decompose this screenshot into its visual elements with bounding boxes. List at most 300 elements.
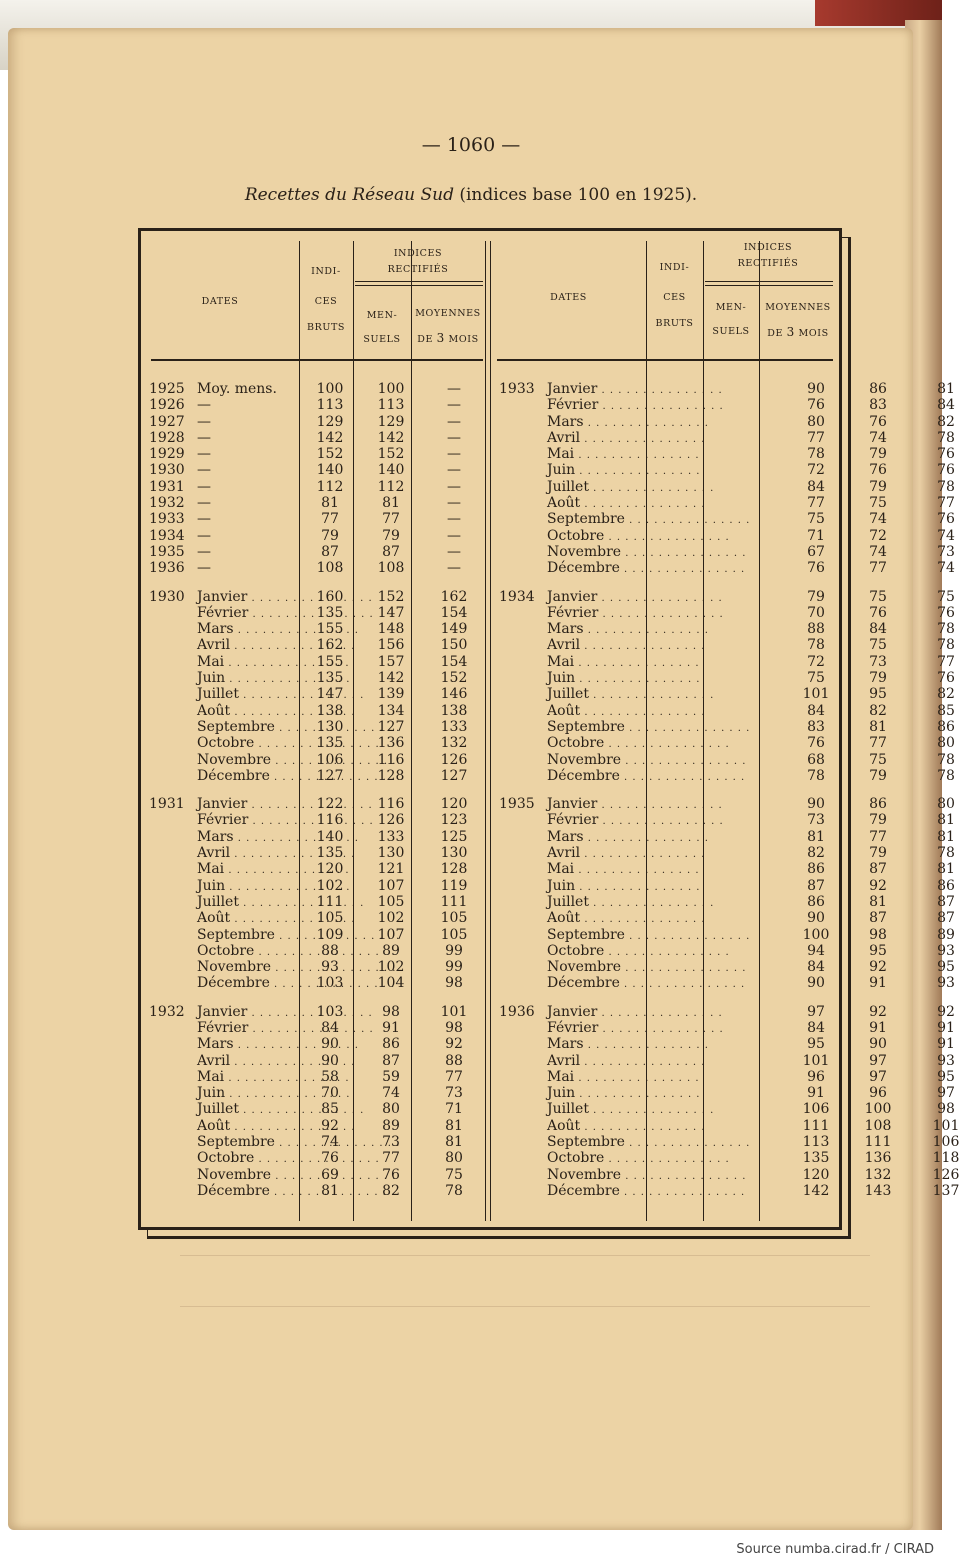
cell-indices-bruts: 109 xyxy=(316,926,344,943)
cell-indices-bruts: 97 xyxy=(807,1003,825,1020)
table-row xyxy=(491,1150,960,1167)
cell-indices-bruts: 111 xyxy=(316,893,344,910)
header-moyennes-mois: MOIS xyxy=(448,334,479,345)
cell-moyennes: 76 xyxy=(937,446,955,463)
table-row xyxy=(491,1068,955,1085)
cell-indices-bruts: 111 xyxy=(802,1117,830,1134)
header-rule xyxy=(705,281,833,286)
cell-indices-bruts: 77 xyxy=(321,511,339,528)
row-year: 1932 xyxy=(149,495,185,512)
cell-moyennes: 81 xyxy=(937,861,955,878)
row-month: Septembre . . . xyxy=(547,719,649,737)
cell-moyennes: 75 xyxy=(937,588,955,605)
cell-indices-bruts: 93 xyxy=(321,959,339,976)
cell-mensuels: 75 xyxy=(869,751,887,768)
table-row xyxy=(491,1101,955,1118)
row-year: 1928 xyxy=(149,429,185,446)
table-row xyxy=(491,910,955,927)
row-year: 1930 xyxy=(149,462,185,479)
cell-mensuels: 105 xyxy=(377,893,405,910)
cell-indices-bruts: 135 xyxy=(802,1150,830,1167)
table-row xyxy=(491,1036,955,1053)
caption-subtitle: (indices base 100 en 1925). xyxy=(459,185,698,205)
row-month: Juin . . . xyxy=(547,670,649,688)
cell-indices-bruts: 86 xyxy=(807,861,825,878)
table-row xyxy=(141,479,487,495)
year-group xyxy=(141,589,487,785)
cell-indices-bruts: 74 xyxy=(321,1134,339,1151)
cell-mensuels: 130 xyxy=(377,845,405,862)
row-month: Juillet . . . xyxy=(197,894,299,912)
cell-moyennes: 82 xyxy=(937,413,955,430)
cell-indices-bruts: 100 xyxy=(802,926,830,943)
header-dates: DATES xyxy=(550,292,587,303)
cell-moyennes: 130 xyxy=(440,845,468,862)
cell-mensuels: 92 xyxy=(869,877,887,894)
cell-mensuels: 100 xyxy=(864,1101,892,1118)
table-row xyxy=(491,812,955,829)
table-row xyxy=(141,1053,487,1069)
table-row xyxy=(141,910,487,926)
table-row xyxy=(491,845,955,862)
cell-indices-bruts: 72 xyxy=(807,653,825,670)
row-month: Décembre . . . xyxy=(197,1183,299,1201)
cell-moyennes: 133 xyxy=(440,718,468,735)
row-month: Mai . . . xyxy=(547,446,649,464)
cell-indices-bruts: 81 xyxy=(321,1182,339,1199)
table-row xyxy=(491,495,955,512)
cell-moyennes: 126 xyxy=(932,1166,960,1183)
row-month: Octobre . . . xyxy=(197,943,299,961)
table-row xyxy=(491,637,955,654)
row-month: Avril . . . xyxy=(197,637,299,655)
table-row xyxy=(141,670,487,686)
cell-moyennes: — xyxy=(447,462,461,479)
header-mensuels-2: SUELS xyxy=(363,334,401,345)
cell-moyennes: 81 xyxy=(445,1117,463,1134)
row-month: Février . . . xyxy=(547,812,649,830)
table-row xyxy=(141,621,487,637)
cell-mensuels: 142 xyxy=(377,670,405,687)
table-row xyxy=(491,670,955,687)
cell-mensuels: 104 xyxy=(377,975,405,992)
cell-moyennes: 154 xyxy=(440,653,468,670)
row-month: Décembre . . . xyxy=(547,560,649,578)
cell-mensuels: 76 xyxy=(869,604,887,621)
row-month: Juin . . . xyxy=(197,878,299,896)
cell-mensuels: 87 xyxy=(869,910,887,927)
cell-moyennes: 99 xyxy=(445,942,463,959)
row-month: Décembre . . . xyxy=(547,1183,649,1201)
cell-mensuels: 108 xyxy=(864,1117,892,1134)
header-rectifies-1: INDICES xyxy=(393,248,443,259)
row-month: Janvier . . . xyxy=(547,381,649,399)
right-groups xyxy=(491,381,960,1199)
row-month: — xyxy=(197,560,211,577)
row-month: Juin . . . xyxy=(547,878,649,896)
cell-mensuels: 96 xyxy=(869,1085,887,1102)
row-month: Août . . . xyxy=(547,703,649,721)
table-row xyxy=(141,1118,487,1134)
cell-moyennes: 137 xyxy=(932,1182,960,1199)
cell-indices-bruts: 68 xyxy=(807,751,825,768)
table-row xyxy=(141,430,487,446)
row-month: Mai . . . xyxy=(197,861,299,879)
cell-indices-bruts: 130 xyxy=(316,718,344,735)
table-row xyxy=(491,527,955,544)
table-row xyxy=(141,796,487,812)
row-month: Août . . . xyxy=(547,495,649,513)
table-row xyxy=(491,446,955,463)
table-row xyxy=(141,845,487,861)
cell-mensuels: 111 xyxy=(864,1134,892,1151)
row-month: — xyxy=(197,511,211,528)
row-month: Juin . . . xyxy=(197,670,299,688)
cell-moyennes: — xyxy=(447,495,461,512)
table-row xyxy=(491,621,955,638)
cell-indices-bruts: 90 xyxy=(807,381,825,397)
cell-mensuels: 79 xyxy=(869,812,887,829)
row-month: Août . . . xyxy=(197,703,299,721)
cell-moyennes: 85 xyxy=(937,702,955,719)
row-month: Janvier . . . xyxy=(197,796,299,814)
cell-moyennes: 80 xyxy=(937,735,955,752)
cell-indices-bruts: 101 xyxy=(802,686,830,703)
row-month: Juillet . . . xyxy=(197,686,299,704)
cell-indices-bruts: 103 xyxy=(316,975,344,992)
row-month: Octobre . . . xyxy=(547,528,649,546)
row-year: 1936 xyxy=(499,1003,535,1020)
row-month: Juillet . . . xyxy=(197,1101,299,1119)
cell-moyennes: — xyxy=(447,397,461,414)
cell-mensuels: 116 xyxy=(377,751,405,768)
table-row xyxy=(141,975,487,991)
cell-mensuels: 79 xyxy=(869,478,887,495)
cell-indices-bruts: 84 xyxy=(807,959,825,976)
year-group xyxy=(141,1004,487,1200)
table-row xyxy=(141,544,487,560)
cell-mensuels: 73 xyxy=(869,653,887,670)
year-group xyxy=(491,1003,960,1200)
table-row xyxy=(491,796,955,813)
row-month: Mars . . . xyxy=(547,414,649,432)
cell-mensuels: 74 xyxy=(382,1085,400,1102)
cell-indices-bruts: 90 xyxy=(807,796,825,813)
cell-mensuels: 87 xyxy=(869,861,887,878)
table-row xyxy=(141,397,487,413)
row-month: Septembre . . . xyxy=(197,927,299,945)
cell-indices-bruts: 67 xyxy=(807,543,825,560)
cell-indices-bruts: 113 xyxy=(316,397,344,414)
header-bruts-2: CES xyxy=(314,296,338,307)
cell-moyennes: 81 xyxy=(937,828,955,845)
table-row xyxy=(491,462,955,479)
cell-moyennes: — xyxy=(447,381,461,397)
row-month: Mars . . . xyxy=(547,829,649,847)
cell-mensuels: 129 xyxy=(377,413,405,430)
row-month: Décembre . . . xyxy=(197,768,299,786)
table-row xyxy=(141,1020,487,1036)
cell-moyennes: 77 xyxy=(445,1068,463,1085)
cell-moyennes: 76 xyxy=(937,670,955,687)
table-row xyxy=(141,528,487,544)
cell-indices-bruts: 90 xyxy=(321,1036,339,1053)
row-month: — xyxy=(197,478,211,495)
source-credit: Source numba.cirad.fr / CIRAD xyxy=(736,1542,934,1557)
table-row xyxy=(491,1019,955,1036)
cell-mensuels: 76 xyxy=(869,462,887,479)
cell-moyennes: 95 xyxy=(937,959,955,976)
cell-moyennes: 128 xyxy=(440,861,468,878)
row-month: Août . . . xyxy=(547,910,649,928)
cell-moyennes: 111 xyxy=(440,893,468,910)
row-month: Août . . . xyxy=(547,1118,649,1136)
cell-indices-bruts: 88 xyxy=(807,621,825,638)
cell-mensuels: 79 xyxy=(382,527,400,544)
table-row xyxy=(491,828,955,845)
table-row xyxy=(141,1150,487,1166)
table-row xyxy=(491,653,955,670)
cell-mensuels: 74 xyxy=(869,429,887,446)
cell-indices-bruts: 77 xyxy=(807,495,825,512)
cell-indices-bruts: 140 xyxy=(316,828,344,845)
row-year: 1934 xyxy=(499,588,535,605)
cell-mensuels: 86 xyxy=(869,381,887,397)
row-year: 1926 xyxy=(149,397,185,414)
cell-indices-bruts: 85 xyxy=(321,1101,339,1118)
table-row xyxy=(141,560,487,576)
cell-indices-bruts: 108 xyxy=(316,560,344,577)
table-row xyxy=(141,1134,487,1150)
table-row xyxy=(491,429,955,446)
cell-indices-bruts: 79 xyxy=(807,588,825,605)
row-month: Mai . . . xyxy=(197,1069,299,1087)
table-row xyxy=(141,414,487,430)
cell-moyennes: 76 xyxy=(937,462,955,479)
row-month: Novembre . . . xyxy=(547,544,649,562)
table-row xyxy=(491,751,955,768)
table-row xyxy=(141,861,487,877)
cell-moyennes: 88 xyxy=(445,1052,463,1069)
cell-mensuels: 134 xyxy=(377,702,405,719)
cell-indices-bruts: 135 xyxy=(316,845,344,862)
header-bruts-1: INDI- xyxy=(659,262,690,273)
row-month: Avril . . . xyxy=(547,430,649,448)
cell-mensuels: 95 xyxy=(869,942,887,959)
table-row xyxy=(491,861,955,878)
row-month: Février . . . xyxy=(547,605,649,623)
left-groups xyxy=(141,381,487,1199)
cell-moyennes: 81 xyxy=(445,1134,463,1151)
cell-moyennes: 127 xyxy=(440,767,468,784)
table-row xyxy=(491,942,955,959)
table-row xyxy=(141,878,487,894)
row-month: Novembre . . . xyxy=(547,752,649,770)
header-dates: DATES xyxy=(201,296,239,307)
row-month: Décembre . . . xyxy=(547,768,649,786)
row-month: Février . . . xyxy=(547,397,649,415)
row-year: 1925 xyxy=(149,381,185,397)
cell-moyennes: 123 xyxy=(440,812,468,829)
cell-moyennes: 77 xyxy=(937,653,955,670)
row-month: Août . . . xyxy=(197,910,299,928)
row-month: Octobre . . . xyxy=(547,943,649,961)
cell-indices-bruts: 155 xyxy=(316,621,344,638)
row-month: Septembre . . . xyxy=(547,1134,649,1152)
cell-mensuels: 132 xyxy=(864,1166,892,1183)
cell-moyennes: 98 xyxy=(445,975,463,992)
row-month: Novembre . . . xyxy=(197,1167,299,1185)
row-month: — xyxy=(197,446,211,463)
cell-mensuels: 107 xyxy=(377,877,405,894)
header-mensuels-1: MEN- xyxy=(366,310,398,321)
cell-moyennes: 92 xyxy=(445,1036,463,1053)
cell-moyennes: 82 xyxy=(937,686,955,703)
table-row xyxy=(491,1085,955,1102)
table-row xyxy=(491,543,955,560)
cell-moyennes: 105 xyxy=(440,910,468,927)
faint-bleed-through xyxy=(180,1255,870,1307)
row-year: 1930 xyxy=(149,588,185,605)
row-month: Mai . . . xyxy=(547,1069,649,1087)
cell-moyennes: 80 xyxy=(445,1150,463,1167)
cell-mensuels: 91 xyxy=(869,975,887,992)
cell-moyennes: — xyxy=(447,429,461,446)
cell-moyennes: 93 xyxy=(937,942,955,959)
cell-moyennes: 105 xyxy=(440,926,468,943)
cell-mensuels: 143 xyxy=(864,1182,892,1199)
row-year: 1933 xyxy=(149,511,185,528)
row-year: 1932 xyxy=(149,1003,185,1020)
row-year: 1931 xyxy=(149,796,185,813)
cell-indices-bruts: 142 xyxy=(802,1182,830,1199)
cell-moyennes: 98 xyxy=(937,1101,955,1118)
cell-moyennes: 78 xyxy=(937,621,955,638)
table-row xyxy=(491,926,955,943)
row-month: Juin . . . xyxy=(197,1085,299,1103)
cell-moyennes: 78 xyxy=(445,1182,463,1199)
cell-mensuels: 87 xyxy=(382,1052,400,1069)
row-month: Novembre . . . xyxy=(197,959,299,977)
row-month: Mars . . . xyxy=(547,621,649,639)
table-row xyxy=(141,1036,487,1052)
cell-mensuels: 79 xyxy=(869,767,887,784)
cell-indices-bruts: 78 xyxy=(807,767,825,784)
cell-mensuels: 79 xyxy=(869,845,887,862)
cell-mensuels: 89 xyxy=(382,942,400,959)
header-moyennes-3: 3 xyxy=(786,325,795,339)
cell-indices-bruts: 113 xyxy=(802,1134,830,1151)
cell-indices-bruts: 82 xyxy=(807,845,825,862)
cell-moyennes: 101 xyxy=(440,1003,468,1020)
table-row xyxy=(141,686,487,702)
cell-mensuels: 83 xyxy=(869,397,887,414)
cell-moyennes: 162 xyxy=(440,588,468,605)
cell-indices-bruts: 120 xyxy=(316,861,344,878)
page-number: — 1060 — xyxy=(421,134,521,156)
header-moyennes-2 xyxy=(759,319,837,347)
row-month: Février . . . xyxy=(547,1020,649,1038)
cell-indices-bruts: 75 xyxy=(807,670,825,687)
cell-moyennes: 98 xyxy=(445,1019,463,1036)
row-month: — xyxy=(197,397,211,414)
table-row xyxy=(491,718,955,735)
cell-mensuels: 79 xyxy=(869,670,887,687)
year-group xyxy=(141,381,487,577)
cell-moyennes: 95 xyxy=(937,1068,955,1085)
table-row xyxy=(141,768,487,784)
cell-indices-bruts: 103 xyxy=(316,1003,344,1020)
header-rectifies-2: RECTIFIÉS xyxy=(387,264,449,275)
cell-indices-bruts: 76 xyxy=(807,397,825,414)
row-month: Octobre . . . xyxy=(547,735,649,753)
cell-moyennes: 74 xyxy=(937,527,955,544)
cell-moyennes: 132 xyxy=(440,735,468,752)
cell-mensuels: 87 xyxy=(382,543,400,560)
cell-mensuels: 107 xyxy=(377,926,405,943)
cell-moyennes: 78 xyxy=(937,845,955,862)
header-bruts-1: INDI- xyxy=(311,266,341,277)
row-month: — xyxy=(197,527,211,544)
table-row xyxy=(491,478,955,495)
cell-moyennes: 78 xyxy=(937,429,955,446)
cell-indices-bruts: 96 xyxy=(807,1068,825,1085)
table-row xyxy=(141,812,487,828)
cell-indices-bruts: 142 xyxy=(316,429,344,446)
row-year: 1936 xyxy=(149,560,185,577)
cell-moyennes: 86 xyxy=(937,718,955,735)
cell-mensuels: 77 xyxy=(382,1150,400,1167)
cell-moyennes: 81 xyxy=(937,812,955,829)
cell-indices-bruts: 84 xyxy=(807,1019,825,1036)
table-row xyxy=(141,703,487,719)
cell-mensuels: 152 xyxy=(377,588,405,605)
header-mensuels-1: MEN- xyxy=(715,302,747,313)
cell-indices-bruts: 138 xyxy=(316,702,344,719)
cell-moyennes: — xyxy=(447,560,461,577)
row-month: Mars . . . xyxy=(197,621,299,639)
cell-moyennes: 89 xyxy=(937,926,955,943)
cell-moyennes: — xyxy=(447,527,461,544)
cell-moyennes: 78 xyxy=(937,637,955,654)
row-month: — xyxy=(197,462,211,479)
cell-mensuels: 75 xyxy=(869,588,887,605)
cell-mensuels: 139 xyxy=(377,686,405,703)
cell-mensuels: 102 xyxy=(377,959,405,976)
row-month: Octobre . . . xyxy=(197,735,299,753)
cell-indices-bruts: 135 xyxy=(316,735,344,752)
cell-indices-bruts: 147 xyxy=(316,686,344,703)
cell-indices-bruts: 81 xyxy=(321,495,339,512)
row-month: Juillet . . . xyxy=(547,894,649,912)
cell-mensuels: 91 xyxy=(869,1019,887,1036)
cell-mensuels: 72 xyxy=(869,527,887,544)
cell-mensuels: 74 xyxy=(869,543,887,560)
cell-moyennes: 84 xyxy=(937,397,955,414)
cell-indices-bruts: 70 xyxy=(321,1085,339,1102)
cell-indices-bruts: 94 xyxy=(807,942,825,959)
table-row xyxy=(491,686,955,703)
caption-title: Recettes du Réseau Sud xyxy=(244,185,454,205)
cell-indices-bruts: 84 xyxy=(807,478,825,495)
row-year: 1934 xyxy=(149,527,185,544)
row-month: — xyxy=(197,495,211,512)
row-month: Janvier . . . xyxy=(547,1004,649,1022)
cell-indices-bruts: 90 xyxy=(321,1052,339,1069)
cell-moyennes: 119 xyxy=(440,877,468,894)
row-month: Mars . . . xyxy=(197,829,299,847)
cell-indices-bruts: 69 xyxy=(321,1166,339,1183)
